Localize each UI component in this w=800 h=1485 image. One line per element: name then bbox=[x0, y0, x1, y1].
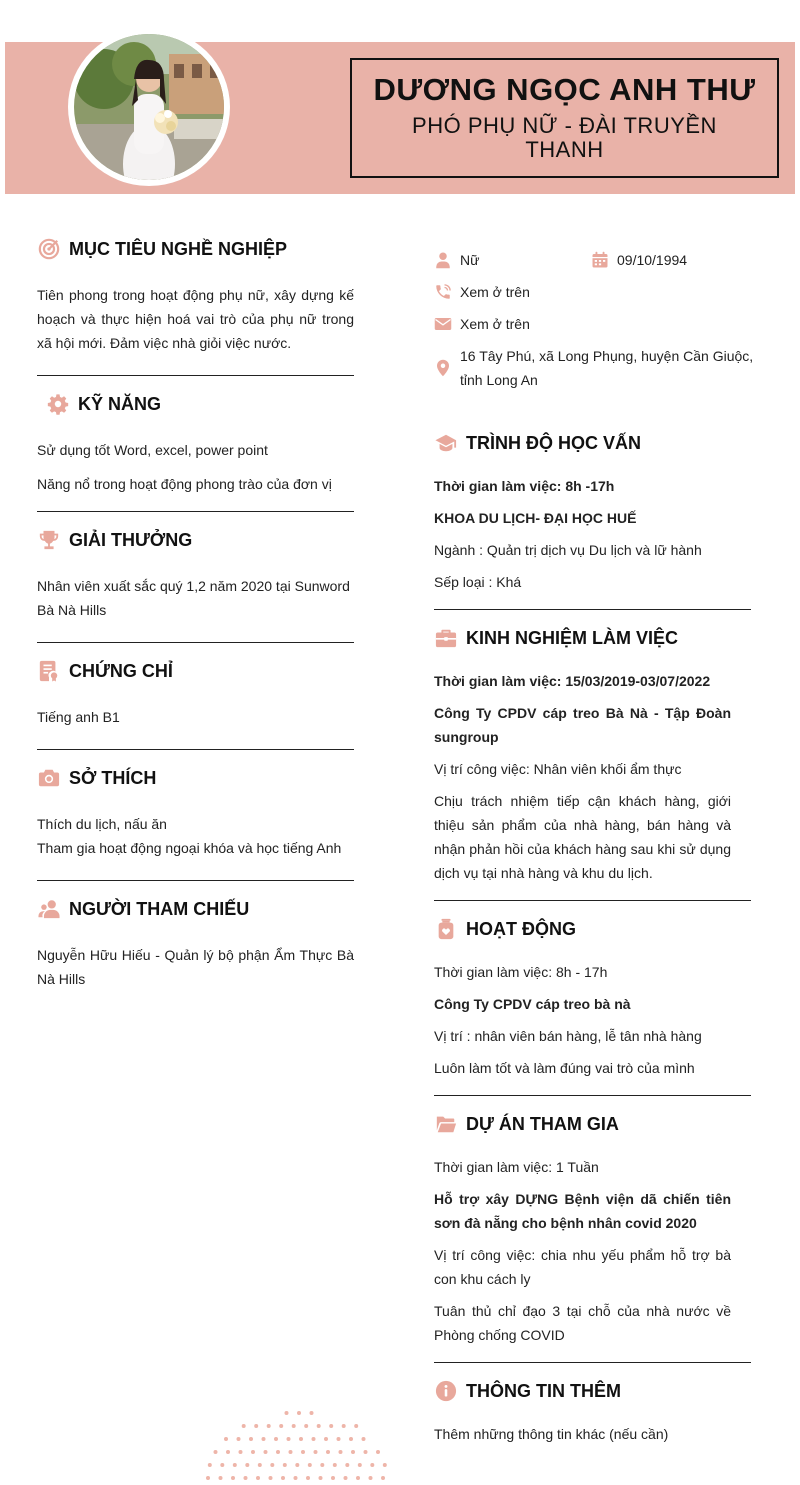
extra-heading: THÔNG TIN THÊM bbox=[434, 1379, 621, 1403]
skill-item: Sử dụng tốt Word, excel, power point bbox=[37, 442, 268, 458]
trophy-icon bbox=[37, 528, 61, 552]
objective-heading: MỤC TIÊU NGHỀ NGHIỆP bbox=[37, 237, 287, 261]
references-heading: NGƯỜI THAM CHIẾU bbox=[37, 897, 249, 921]
decorative-dot bbox=[226, 1450, 230, 1454]
heart-jar-icon bbox=[434, 917, 458, 941]
decorative-dot bbox=[333, 1463, 337, 1467]
experience-time: Thời gian làm việc: 15/03/2019-03/07/2022 bbox=[434, 673, 711, 689]
decorative-dot bbox=[251, 1450, 255, 1454]
decorative-dot bbox=[283, 1463, 287, 1467]
divider bbox=[434, 1095, 751, 1096]
decorative-dot bbox=[326, 1450, 330, 1454]
decorative-dot bbox=[294, 1476, 298, 1480]
decorative-dot bbox=[258, 1463, 262, 1467]
camera-icon bbox=[37, 766, 61, 790]
decorative-dot bbox=[239, 1450, 243, 1454]
decorative-dot bbox=[312, 1437, 316, 1441]
user-icon bbox=[434, 248, 460, 272]
folder-open-icon bbox=[434, 1112, 458, 1136]
decorative-dot bbox=[320, 1463, 324, 1467]
decorative-dot bbox=[383, 1463, 387, 1467]
activities-heading: HOẠT ĐỘNG bbox=[434, 917, 576, 941]
info-icon bbox=[434, 1379, 458, 1403]
awards-line: Nhân viên xuất sắc quý 1,2 năm 2020 tại Sunword bbox=[37, 578, 350, 594]
decorative-dot bbox=[314, 1450, 318, 1454]
decorative-dot bbox=[364, 1450, 368, 1454]
certificate-text: Tiếng anh B1 bbox=[37, 709, 120, 725]
decorative-dot bbox=[267, 1424, 271, 1428]
phone-icon bbox=[434, 280, 460, 304]
decorative-dot bbox=[214, 1450, 218, 1454]
certificates-heading: CHỨNG CHỈ bbox=[37, 659, 173, 683]
divider bbox=[37, 880, 354, 881]
hobby-line: Tham gia hoạt động ngoại khóa và học tiếng Anh bbox=[37, 840, 342, 856]
decorative-dot bbox=[349, 1437, 353, 1441]
experience-company: Công Ty CPDV cáp treo Bà Nà - Tập Đoàn sungroup bbox=[434, 705, 731, 745]
awards-line: Bà Nà Hills bbox=[37, 602, 107, 618]
decorative-dot bbox=[276, 1450, 280, 1454]
decorative-dot bbox=[324, 1437, 328, 1441]
decorative-dot bbox=[376, 1450, 380, 1454]
decorative-dot bbox=[264, 1450, 268, 1454]
decorative-dot bbox=[342, 1424, 346, 1428]
projects-time: Thời gian làm việc: 1 Tuần bbox=[434, 1159, 599, 1175]
decorative-dot bbox=[244, 1476, 248, 1480]
divider bbox=[37, 375, 354, 376]
users-icon bbox=[37, 897, 61, 921]
decorative-dot bbox=[319, 1476, 323, 1480]
experience-heading: KINH NGHIỆM LÀM VIỆC bbox=[434, 626, 678, 650]
decorative-dot bbox=[331, 1476, 335, 1480]
activities-time: Thời gian làm việc: 8h - 17h bbox=[434, 964, 608, 980]
projects-note: Tuân thủ chỉ đạo 3 tại chỗ của nhà nước về Phòng chống COVID bbox=[434, 1303, 731, 1343]
decorative-dot bbox=[231, 1476, 235, 1480]
projects-position: Vị trí công việc: chia nhu yếu phẩm hỗ trợ bà con khu cách ly bbox=[434, 1247, 731, 1287]
decorative-dot bbox=[301, 1450, 305, 1454]
projects-heading: DỰ ÁN THAM GIA bbox=[434, 1112, 619, 1136]
decorative-dot bbox=[354, 1424, 358, 1428]
decorative-dot bbox=[219, 1476, 223, 1480]
decorative-dot bbox=[256, 1476, 260, 1480]
divider bbox=[434, 1362, 751, 1363]
decorative-dot bbox=[304, 1424, 308, 1428]
decorative-dot bbox=[356, 1476, 360, 1480]
gear-icon bbox=[46, 392, 70, 416]
decorative-dot bbox=[306, 1476, 310, 1480]
decorative-dot bbox=[274, 1437, 278, 1441]
decorative-dot bbox=[233, 1463, 237, 1467]
experience-position: Vị trí công việc: Nhân viên khối ẩm thực bbox=[434, 761, 682, 777]
mail-icon bbox=[434, 312, 460, 336]
gender-row: Nữ bbox=[434, 248, 479, 272]
decorative-dot bbox=[292, 1424, 296, 1428]
activities-company: Công Ty CPDV cáp treo bà nà bbox=[434, 996, 631, 1012]
decorative-dot bbox=[308, 1463, 312, 1467]
decorative-dot bbox=[249, 1437, 253, 1441]
birthday-row: 09/10/1994 bbox=[591, 248, 687, 272]
decorative-dot bbox=[242, 1424, 246, 1428]
decorative-dot bbox=[281, 1476, 285, 1480]
education-school: KHOA DU LỊCH- ĐẠI HỌC HUẾ bbox=[434, 510, 637, 526]
hobby-line: Thích du lịch, nấu ăn bbox=[37, 816, 167, 832]
extra-text: Thêm những thông tin khác (nếu cần) bbox=[434, 1426, 669, 1442]
decorative-dot bbox=[310, 1411, 314, 1415]
awards-heading: GIẢI THƯỞNG bbox=[37, 528, 192, 552]
decorative-dot bbox=[339, 1450, 343, 1454]
divider bbox=[37, 749, 354, 750]
decorative-dot bbox=[362, 1437, 366, 1441]
decorative-dot bbox=[289, 1450, 293, 1454]
address-row: 16 Tây Phú, xã Long Phụng, huyện Cần Giuộc, tỉnh Long An bbox=[434, 344, 753, 392]
activities-position: Vị trí : nhân viên bán hàng, lễ tân nhà hàng bbox=[434, 1028, 702, 1044]
projects-name: Hỗ trợ xây DỰNG Bệnh viện dã chiến tiên sơn đà nẵng cho bệnh nhân covid 2020 bbox=[434, 1191, 731, 1231]
name-box bbox=[350, 58, 779, 178]
decorative-dot bbox=[206, 1476, 210, 1480]
skill-item: Năng nổ trong hoạt động phong trào của đơn vị bbox=[37, 476, 332, 492]
decorative-dot bbox=[369, 1476, 373, 1480]
divider bbox=[37, 511, 354, 512]
graduation-cap-icon bbox=[434, 431, 458, 455]
decorative-dots bbox=[205, 1400, 395, 1485]
decorative-dot bbox=[358, 1463, 362, 1467]
skills-heading: KỸ NĂNG bbox=[46, 392, 161, 416]
decorative-dot bbox=[237, 1437, 241, 1441]
decorative-dot bbox=[270, 1463, 274, 1467]
decorative-dot bbox=[208, 1463, 212, 1467]
decorative-dot bbox=[345, 1463, 349, 1467]
avatar bbox=[68, 28, 230, 186]
decorative-dot bbox=[285, 1411, 289, 1415]
email-row: Xem ở trên bbox=[434, 312, 530, 336]
decorative-dot bbox=[297, 1411, 301, 1415]
decorative-dot bbox=[262, 1437, 266, 1441]
decorative-dot bbox=[254, 1424, 258, 1428]
decorative-dot bbox=[299, 1437, 303, 1441]
divider bbox=[434, 609, 751, 610]
activities-note: Luôn làm tốt và làm đúng vai trò của mình bbox=[434, 1060, 695, 1076]
certificate-icon bbox=[37, 659, 61, 683]
briefcase-icon bbox=[434, 626, 458, 650]
target-icon bbox=[37, 237, 61, 261]
education-major: Ngành : Quản trị dịch vụ Du lịch và lữ hành bbox=[434, 542, 702, 558]
reference-text: Nguyễn Hữu Hiếu - Quản lý bộ phận Ẩm Thực Bà Nà Hills bbox=[37, 947, 354, 987]
decorative-dot bbox=[370, 1463, 374, 1467]
decorative-dot bbox=[295, 1463, 299, 1467]
decorative-dot bbox=[287, 1437, 291, 1441]
education-heading: TRÌNH ĐỘ HỌC VẤN bbox=[434, 431, 641, 455]
education-time: Thời gian làm việc: 8h -17h bbox=[434, 478, 615, 494]
decorative-dot bbox=[337, 1437, 341, 1441]
education-rank: Sếp loại : Khá bbox=[434, 574, 522, 590]
decorative-dot bbox=[245, 1463, 249, 1467]
experience-description: Chịu trách nhiệm tiếp cận khách hàng, giới thiệu sản phẩm của nhà hàng, bán hàng và nhận phản hồi của khách hàng sau khi sử dụng dịch vụ tại nhà hàng và khu du lịch. bbox=[434, 793, 731, 881]
divider bbox=[37, 642, 354, 643]
objective-text: Tiên phong trong hoạt động phụ nữ, xây dựng kế hoạch và thực hiện hoá vai trò của phụ nữ trong xã hội mới. Đảm việc nhà giỏi việc nước. bbox=[37, 287, 354, 351]
decorative-dot bbox=[351, 1450, 355, 1454]
calendar-icon bbox=[591, 248, 617, 272]
decorative-dot bbox=[279, 1424, 283, 1428]
decorative-dot bbox=[269, 1476, 273, 1480]
decorative-dot bbox=[344, 1476, 348, 1480]
divider bbox=[434, 900, 751, 901]
candidate-title: PHÓ PHỤ NỮ - ĐÀI TRUYỀN THANH bbox=[412, 113, 717, 162]
phone-row: Xem ở trên bbox=[434, 280, 530, 304]
decorative-dot bbox=[381, 1476, 385, 1480]
decorative-dot bbox=[329, 1424, 333, 1428]
hobbies-heading: SỞ THÍCH bbox=[37, 766, 156, 790]
location-pin-icon bbox=[434, 344, 460, 392]
decorative-dot bbox=[317, 1424, 321, 1428]
decorative-dot bbox=[220, 1463, 224, 1467]
decorative-dot bbox=[224, 1437, 228, 1441]
candidate-name: DƯƠNG NGỌC ANH THƯ bbox=[373, 72, 756, 107]
